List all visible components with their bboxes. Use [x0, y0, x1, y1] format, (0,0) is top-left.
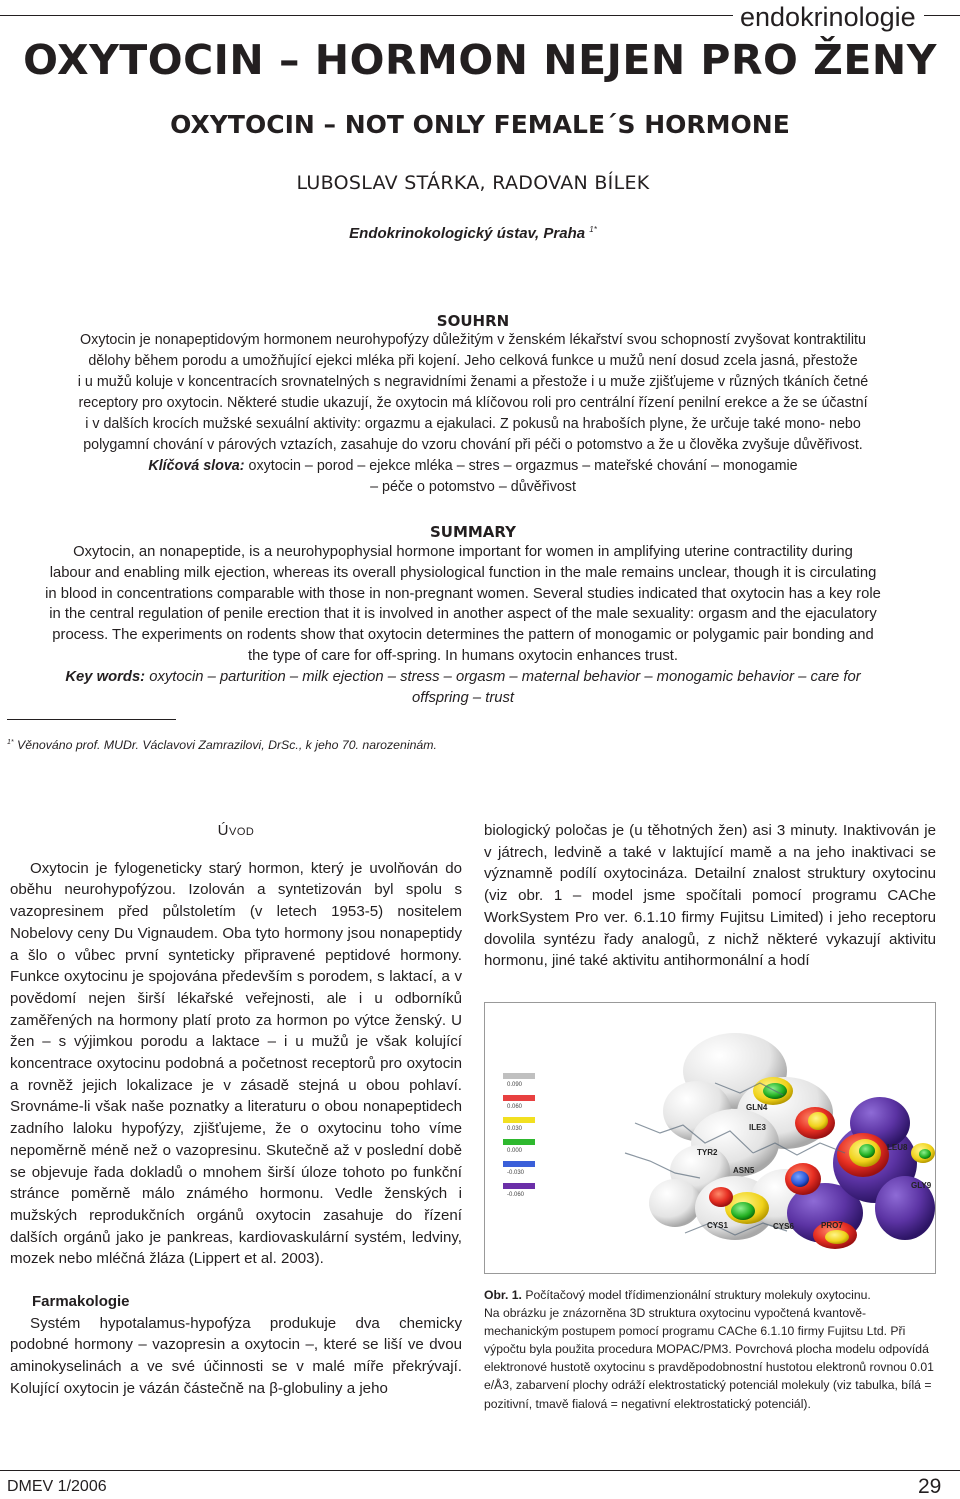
residue-label: GLN4 — [746, 1103, 768, 1112]
souhrn-keywords-cont: – péče o potomstvo – důvěřivost — [370, 479, 576, 495]
residue-label: ILE3 — [749, 1123, 766, 1132]
footnote-text: Věnováno prof. MUDr. Václavovi Zamrazilovi, DrSc., k jeho 70. narozeninám. — [13, 738, 437, 752]
souhrn-line: i u mužů koluje v koncentracích srovnatelných s negravidními ženami a přestože i u muže zjišťujeme v různých tkáních četné — [77, 374, 869, 390]
affiliation-mark: 1* — [589, 225, 597, 234]
authors: LUBOSLAV STÁRKA, RADOVAN BÍLEK — [296, 172, 650, 194]
article-title: OXYTOCIN – HORMON NEJEN PRO ŽENY — [23, 36, 937, 84]
footnote-mark: 1* — [7, 738, 14, 746]
molecule-surface — [649, 1033, 935, 1249]
header-rule — [0, 15, 733, 16]
affiliation-text: Endokrinokologický ústav, Praha — [349, 225, 586, 242]
affiliation — [0, 225, 946, 242]
legend-value: 0.060 — [507, 1104, 523, 1110]
legend-value: 0.030 — [507, 1126, 523, 1132]
caption-title: Počítačový model třídimenzionální struktury molekuly oxytocinu. — [521, 1288, 871, 1302]
residue-label: TYR2 — [697, 1148, 718, 1157]
summary-keywords — [0, 667, 926, 688]
figure-caption — [484, 1286, 934, 1413]
souhrn-body — [0, 330, 946, 498]
article-subtitle: OXYTOCIN – NOT ONLY FEMALE´S HORMONE — [170, 110, 790, 139]
souhrn-keywords-label: Klíčová slova: — [148, 458, 245, 474]
footer-rule — [0, 1470, 960, 1471]
legend-value: 0.090 — [507, 1082, 523, 1088]
molecule-model-image — [485, 1003, 936, 1274]
souhrn-keywords — [0, 456, 946, 477]
caption-title-line — [484, 1286, 934, 1304]
footnote — [7, 738, 437, 752]
page-number: 29 — [918, 1475, 942, 1498]
summary-line: in the central regulation of penile erection that it is involved in another aspect of the male sexuality: orgasm and the ejaculatory — [49, 606, 877, 623]
residue-label: CYS6 — [773, 1222, 794, 1231]
summary-keywords-cont: offspring – trust — [412, 689, 514, 706]
uvod-rest: VOD — [229, 826, 255, 838]
residue-label: CYS1 — [707, 1221, 728, 1230]
souhrn-keywords-text: oxytocin – porod – ejekce mléka – stres – orgazmus – mateřské chování – monogamie — [244, 458, 798, 474]
summary-heading: SUMMARY — [429, 523, 517, 541]
summary-line: labour and enabling milk ejection, whereas its overall physiological function in the male remains unclear, though it is circulating — [49, 564, 877, 581]
summary-keywords-label: Key words: — [65, 668, 146, 685]
caption-label: Obr. 1. — [484, 1288, 522, 1302]
souhrn-line: receptory pro oxytocin. Některé studie ukazují, že oxytocin má klíčovou roli pro centrální řízení penilní erekce a že se účastní — [78, 395, 868, 411]
journal-issue: DMEV 1/2006 — [7, 1478, 107, 1495]
caption-text: Na obrázku je znázorněna 3D struktura oxytocinu vypočtená kvantově-mechanickým postupem pomocí programu CAChe 6.1.10 firmy Fujitsu Ltd. Při výpočtu byla použita procedura MOPAC/PM3. Povrchová plocha modelu odpovídá elektronové hustotě oxytocinu s pravděpodobnostní hustotou elektronů rovnou 0.01 e/Å3, zabarvení plochy odráží elektrostatický potenciál molekuly (viz tabulka, bílá = pozitivní, tmavě fialová = negativní elektrostatický potenciál). — [484, 1306, 934, 1411]
summary-keywords-text: oxytocin – parturition – milk ejection – stress – orgasm – maternal behavior – monogamic behavior – care for — [145, 668, 861, 685]
footnote-rule — [7, 719, 176, 720]
residue-label: PRO7 — [821, 1221, 843, 1230]
summary-body — [0, 542, 926, 708]
souhrn-line: i v dalších krocích mužské sexuální aktivity: orgazmu a ejakulaci. Z pokusů na hraboších plyne, že určuje také mono- nebo — [85, 416, 861, 432]
uvod-initial: Ú — [217, 822, 229, 839]
paragraph-farmakologie: Systém hypotalamus-hypofýza produkuje dva chemicky podobné hormony – vazopresin a oxytocin –, které se liší ve dvou aminokyselinách a ve své účinnosti se v malé míře překrývají. Kolující oxytocin je vázán částečně na β-globuliny a jeho — [10, 1314, 462, 1397]
souhrn-line: dělohy během porodu a umožňující ejekci mléka při kojení. Jeho celková funkce u mužů není dosud zcela jasná, přestože — [88, 353, 858, 369]
summary-line: Oxytocin, an nonapeptide, is a neurohypophysial hormone important for women in amplifying uterine contractility during — [73, 544, 853, 560]
residue-label: ASN5 — [733, 1166, 755, 1175]
molecule-figure — [484, 1002, 936, 1274]
right-column: biologický poločas je (u těhotných žen) asi 3 minuty. Inaktivován je v játrech, ledvině a také v laktující mamě a na jeho inaktivaci se významně podílí oxytocináza. Detailní znalost struktury oxytocinu (viz obr. 1 – model jsme spočítali pomocí programu CAChe WorkSystem Pro ver. 6.1.10 firmy Fujitsu Limited) i jeho receptoru dovolila syntézu řady analogů, z nichž některé vykazují aktivitu hormonu, jiné také aktivitu antihormonální a hodí — [484, 822, 936, 970]
section-tag: endokrinologie — [740, 2, 916, 32]
summary-line: in blood in concentrations comparable with those in non-pregnant women. Several studies indicated that oxytocin has a key role — [45, 585, 881, 602]
legend-value: 0.000 — [507, 1148, 523, 1154]
residue-label: GLY9 — [911, 1181, 932, 1190]
legend-value: -0.060 — [507, 1192, 525, 1198]
summary-line: process. The experiments on rodents show that oxytocin determines the pattern of monogamic or polygamic pair bonding and — [52, 627, 874, 644]
left-column — [10, 820, 462, 1400]
souhrn-line: Oxytocin je nonapeptidovým hormonem neurohypofýzy důležitým v ženském lékařství svou schopností zvyšovat kontraktilitu — [80, 332, 866, 348]
section-heading-farmakologie: Farmakologie — [32, 1293, 130, 1311]
souhrn-line: polygamní chování v párových vztazích, zasahuje do vzoru chování při péči o potomstvo a že u člověka zvyšuje důvěřivost. — [83, 437, 863, 453]
legend-value: -0.030 — [507, 1170, 525, 1176]
summary-line: the type of care for off-spring. In humans oxytocin enhances trust. — [248, 647, 678, 664]
paragraph-uvod: Oxytocin je fylogeneticky starý hormon, který je uvolňován do oběhu neurohypofýzou. Izolován a syntetizován byl spolu s vazopresinem před půlstoletím (v letech 1953-5) nositelem Nobelovy ceny Du Vignaudem. Oba tyto hormony jsou nonapeptidy a šlo o vůbec první synteticky připravené peptidové hormony. Funkce oxytocinu je spojována především s porodem, s laktací, a v povědomí nejen širší lékařské veřejnosti, ale i u odborníků zaměřených na hormony platí proto za hormon po výtce ženský. U žen – s výjimkou porodu a laktace – i u mužů je však kolující koncentrace oxytocinu podobná a početnost receptorů pro oxytocin a rovněž jejich lokalizace je v zásadě stejná u obou pohlaví. Srovnáme-li však naše poznatky a literaturu o obou nonapeptidech zadního laloku hypofýzy, zjišťujeme, že o oxytocinu toho víme nepoměrně méně než o vazopresinu. Skutečně až v poslední době se objevuje řada dokladů o mnohem širší úloze tohoto po funkční stránce poměrně málo známého hormonu. Vedle ženských i mužských reprodukčních orgánů oxytocin zasahuje do řízení dalších orgánů jako je pankreas, kardiovaskulární systém, ledviny, mozek nebo mléčná žláza (Lippert et al. 2003). — [10, 859, 462, 1268]
header-rule-right — [924, 15, 960, 16]
section-heading-uvod — [10, 820, 462, 844]
residue-label: LEU8 — [887, 1143, 908, 1152]
souhrn-heading: SOUHRN — [436, 312, 510, 330]
